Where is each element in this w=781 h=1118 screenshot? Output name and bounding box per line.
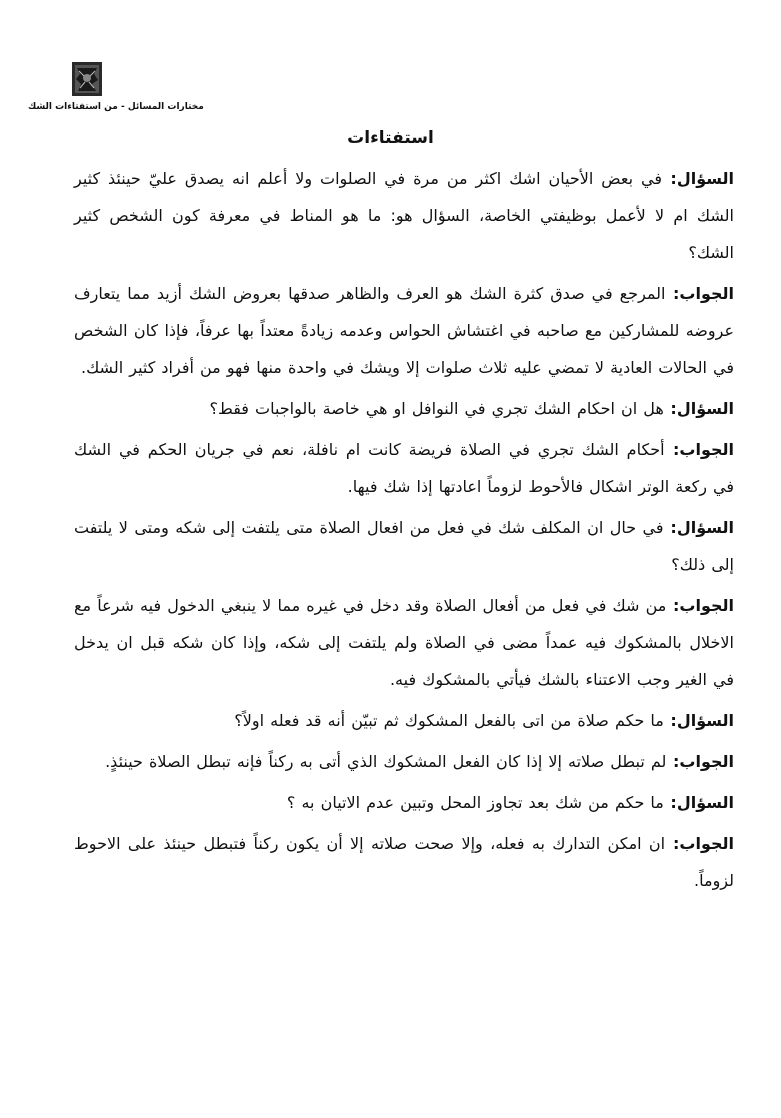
- qa-label: السؤال: [676, 169, 735, 188]
- qa-separator: :: [665, 284, 680, 303]
- page-header: [28, 62, 268, 122]
- qa-label: الجواب: [679, 752, 734, 771]
- qa-item: [74, 587, 734, 698]
- header-caption: مختارات المسائل - من استفتاءات الشك: [28, 102, 204, 112]
- qa-item: [74, 702, 734, 739]
- qa-item: [74, 784, 734, 821]
- qa-separator: :: [663, 399, 677, 418]
- qa-text: ان امكن التدارك به فعله، وإلا صحت صلاته إلا أن يكون ركناً فتبطل حينئذ على الاحوط لزوماً.: [74, 834, 734, 890]
- qa-separator: :: [663, 518, 677, 537]
- qa-list: [74, 160, 734, 903]
- qa-item: [74, 431, 734, 505]
- qa-label: الجواب: [679, 596, 734, 615]
- qa-label: الجواب: [679, 440, 734, 459]
- qa-separator: :: [665, 834, 680, 853]
- qa-text: أحكام الشك تجري في الصلاة فريضة كانت ام نافلة، نعم في جريان الحكم في الشك في ركعة الوتر اشكال فالأحوط لزوماً اعادتها إذا شك فيها.: [74, 440, 734, 496]
- qa-text: في بعض الأحيان اشك اكثر من مرة في الصلوات ولا أعلم انه يصدق عليّ حينئذ كثير الشك ام لا لأعمل بوظيفتي الخاصة، السؤال هو: ما هو المناط في معرفة كون الشخص كثير الشك؟: [74, 169, 734, 262]
- manuscript-emblem-icon: [72, 62, 102, 96]
- qa-separator: :: [663, 711, 677, 730]
- qa-item: [74, 390, 734, 427]
- qa-label: السؤال: [676, 711, 734, 730]
- qa-item: [74, 160, 734, 271]
- qa-item: [74, 743, 734, 780]
- qa-label: السؤال: [676, 793, 734, 812]
- qa-text: لم تبطل صلاته إلا إذا كان الفعل المشكوك الذي أتى به ركناً فإنه تبطل الصلاة حينئذٍ.: [105, 752, 667, 771]
- qa-separator: :: [664, 440, 680, 459]
- qa-label: السؤال: [676, 518, 734, 537]
- qa-label: الجواب: [679, 284, 735, 303]
- qa-separator: :: [663, 793, 677, 812]
- qa-text: ما حكم صلاة من اتى بالفعل المشكوك ثم تبيّن أنه قد فعله اولاً؟: [234, 711, 664, 730]
- qa-label: الجواب: [679, 834, 735, 853]
- qa-separator: :: [666, 596, 680, 615]
- qa-separator: :: [666, 752, 680, 771]
- qa-separator: :: [662, 169, 677, 188]
- qa-text: هل ان احكام الشك تجري في النوافل او هي خاصة بالواجبات فقط؟: [209, 399, 664, 418]
- qa-text: من شك في فعل من أفعال الصلاة وقد دخل في غيره مما لا ينبغي الدخول فيه شرعاً مع الاخلال بالمشكوك فيه عمداً مضى في الصلاة ولم يلتفت إلى شكه، وإذا كان شكه قبل ان يدخل في الغير وجب الاعتناء بالشك فيأتي بالمشكوك فيه.: [74, 596, 734, 689]
- qa-item: [74, 825, 734, 899]
- qa-label: السؤال: [676, 399, 734, 418]
- page-title: استفتاءات: [347, 128, 434, 148]
- qa-text: في حال ان المكلف شك في فعل من افعال الصلاة متى يلتفت إلى شكه ومتى لا يلتفت إلى ذلك؟: [74, 518, 734, 574]
- qa-item: [74, 509, 734, 583]
- qa-text: المرجع في صدق كثرة الشك هو العرف والظاهر صدقها بعروض الشك أزيد مما يتعارف عروضه للمشاركين مع صاحبه في اغتشاش الحواس وعدمه زيادةً معتداً بها عرفاً، فإذا كان الشخص في الحالات العادية لا تمضي عليه ثلاث صلوات إلا ويشك في واحدة منها فهو من أفراد كثير الشك.: [74, 284, 734, 377]
- qa-text: ما حكم من شك بعد تجاوز المحل وتبين عدم الاتيان به ؟: [286, 793, 664, 812]
- qa-item: [74, 275, 734, 386]
